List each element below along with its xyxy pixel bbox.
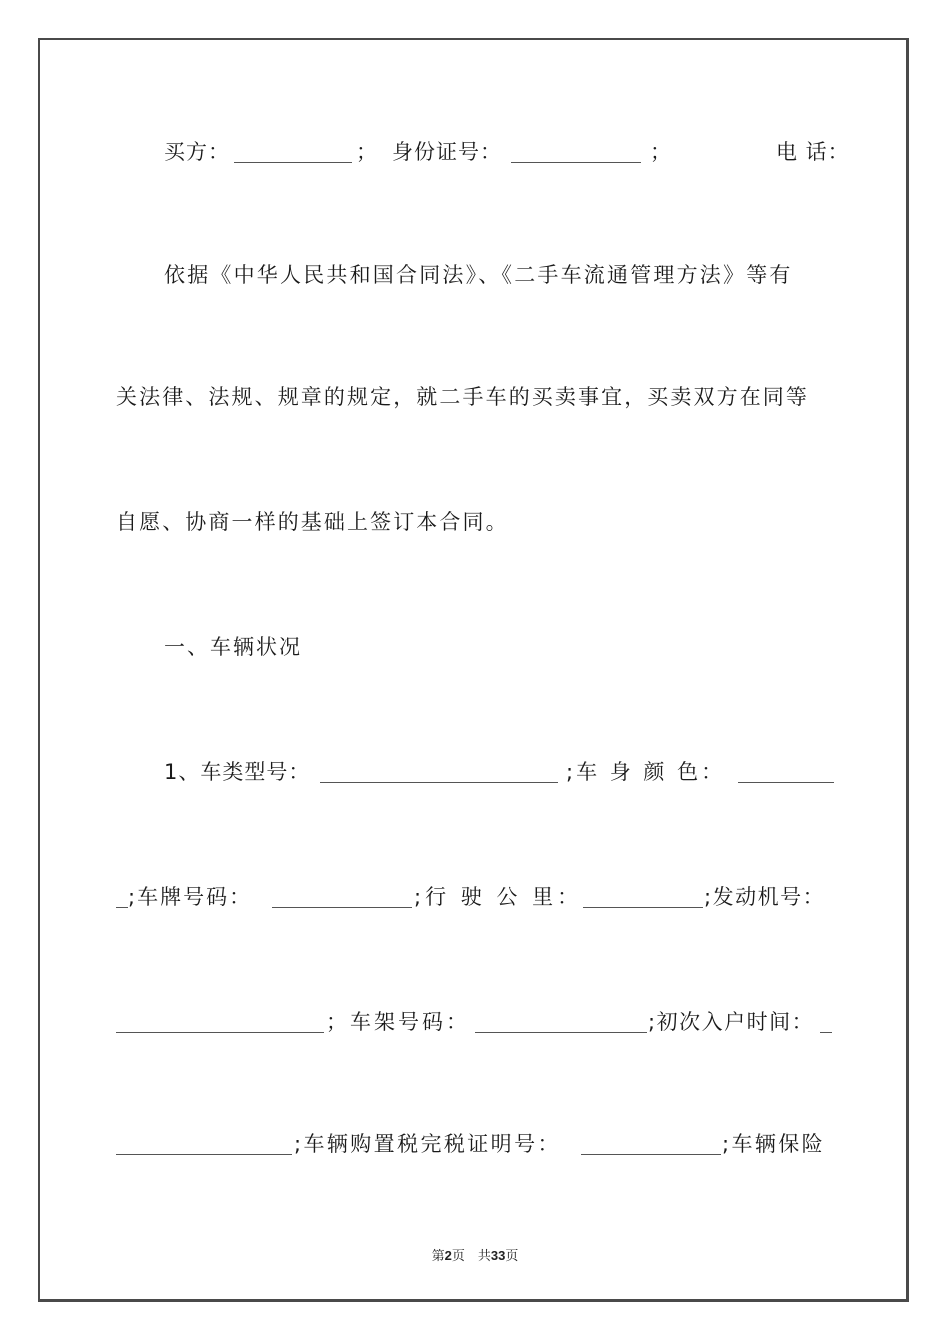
- plate-number-label: ;车牌号码：: [128, 885, 253, 909]
- buyer-label: 买方：: [164, 140, 230, 164]
- vehicle-model-label: 1、车类型号：: [164, 760, 311, 784]
- page-suffix: 页: [505, 1249, 519, 1264]
- separator: ；: [650, 140, 672, 164]
- body-color-label: ;车 身 颜 色：: [566, 760, 726, 784]
- page-mid: 页 共: [451, 1249, 491, 1264]
- purchase-tax-blank[interactable]: [581, 1154, 721, 1155]
- body-color-blank[interactable]: [738, 782, 834, 783]
- purchase-tax-label: ;车辆购置税完税证明号：: [294, 1132, 561, 1156]
- plate-number-blank[interactable]: [272, 907, 412, 908]
- body-color-blank-cont[interactable]: [116, 907, 128, 908]
- page-number: 2: [444, 1248, 452, 1263]
- page-footer: [0, 1245, 950, 1264]
- total-pages: 33: [490, 1248, 506, 1263]
- mileage-blank[interactable]: [583, 907, 703, 908]
- paragraph-text: 自愿、协商一样的基础上签订本合同。: [116, 510, 509, 534]
- paragraph-text: 关法律、法规、规章的规定，就二手车的买卖事宜，买卖双方在同等: [116, 385, 809, 409]
- first-registration-blank[interactable]: [820, 1032, 832, 1033]
- page-prefix: 第: [431, 1249, 445, 1264]
- section-heading-text: 一、车辆状况: [164, 635, 302, 659]
- engine-number-blank[interactable]: [116, 1032, 324, 1033]
- first-registration-blank-cont[interactable]: [116, 1154, 292, 1155]
- engine-number-label: ;发动机号：: [704, 885, 826, 909]
- first-registration-label: ;初次入户时间：: [648, 1010, 815, 1034]
- frame-number-label: ；车架号码：: [326, 1010, 470, 1034]
- mileage-label: ;行 驶 公 里：: [414, 885, 583, 909]
- frame-number-blank[interactable]: [475, 1032, 647, 1033]
- separator: ；: [356, 140, 378, 164]
- phone-label: 电 话：: [776, 140, 850, 164]
- id-number-label: 身份证号：: [392, 140, 502, 164]
- vehicle-model-blank[interactable]: [320, 782, 558, 783]
- page-border: [38, 38, 909, 1302]
- vehicle-insurance-label: ;车辆保险: [722, 1132, 826, 1156]
- paragraph-text: 依据《中华人民共和国合同法》、《二手车流通管理方法》等有: [164, 263, 793, 287]
- id-number-blank[interactable]: [511, 162, 641, 163]
- buyer-name-blank[interactable]: [234, 162, 352, 163]
